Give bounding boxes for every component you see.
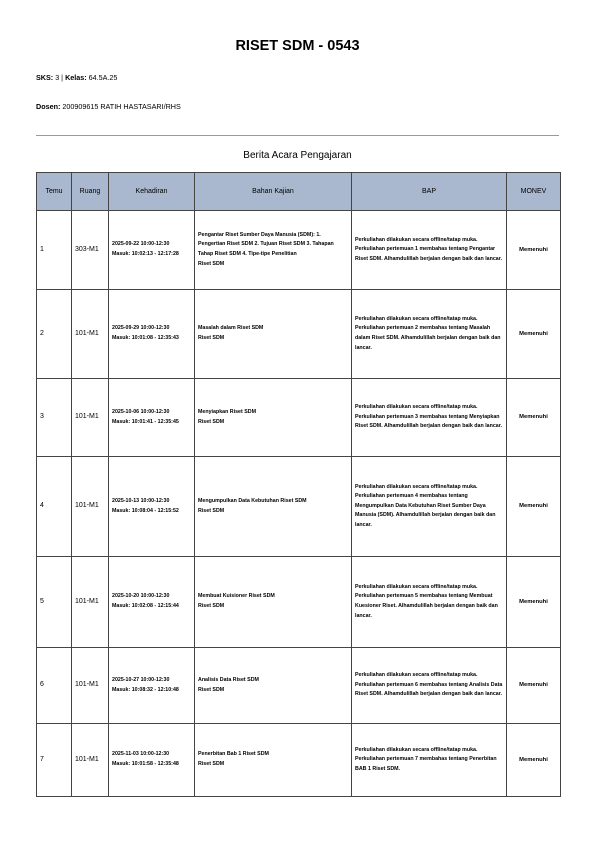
- lecturer-info: [36, 102, 181, 111]
- monev-status: Memenuhi: [519, 330, 548, 337]
- header-kehadiran: Kehadiran: [109, 173, 195, 211]
- cell-bap: [352, 724, 507, 797]
- cell-bahan-kajian: [195, 379, 352, 457]
- header-ruang: Ruang: [72, 173, 109, 211]
- cell-bap: [352, 379, 507, 457]
- cell-temu: 7: [37, 724, 72, 797]
- sks-value: 3: [55, 73, 60, 82]
- cell-bap: [352, 290, 507, 379]
- cell-ruang: 101-M1: [72, 457, 109, 557]
- dosen-label: Dosen:: [36, 102, 61, 111]
- divider: [36, 135, 559, 136]
- cell-bahan-kajian: [195, 557, 352, 648]
- kelas-label: Kelas:: [65, 73, 87, 82]
- cell-temu: 6: [37, 648, 72, 724]
- cell-bahan-kajian: [195, 724, 352, 797]
- cell-bahan-kajian: [195, 290, 352, 379]
- cell-bap: [352, 648, 507, 724]
- cell-bahan-kajian: [195, 457, 352, 557]
- cell-bap: [352, 211, 507, 290]
- schedule: 2025-10-13 10:00-12:30: [112, 497, 170, 504]
- cell-bahan-kajian: [195, 648, 352, 724]
- monev-status: Memenuhi: [519, 682, 548, 689]
- monev-status: Memenuhi: [519, 414, 548, 421]
- header-temu: Temu: [37, 173, 72, 211]
- cell-monev: [507, 379, 561, 457]
- topic: Mengumpulkan Data Kebutuhan Riset SDM: [198, 497, 307, 504]
- schedule: 2025-09-22 10:00-12:30: [112, 241, 170, 248]
- topic: Pengantar Riset Sumber Daya Manusia (SDM): 1. Pengertian Riset SDM 2. Tujuan Riset SDM 3. Tahapan Tahap Riset SDM 4. Tipe-tipe Penelitian: [198, 231, 334, 257]
- table-row: [37, 724, 561, 797]
- cell-kehadiran: [109, 457, 195, 557]
- cell-monev: [507, 724, 561, 797]
- check-in: Masuk: 10:01:08 - 12:35:43: [112, 335, 179, 341]
- topic: Masalah dalam Riset SDM: [198, 325, 264, 332]
- bap-text: Perkuliahan dilakukan secara offline/tatap muka. Perkuliahan pertemuan 2 membahas tentang Masalah dalam Riset SDM. Alhamdulillah berjalan dengan baik dan lancar.: [355, 315, 501, 351]
- check-in: Masuk: 10:08:04 - 12:15:52: [112, 507, 179, 514]
- cell-temu: 5: [37, 557, 72, 648]
- topic-sub: Riset SDM: [198, 335, 225, 341]
- cell-temu: 1: [37, 211, 72, 290]
- bap-text: Perkuliahan dilakukan secara offline/tatap muka. Perkuliahan pertemuan 4 membahas tentang Mengumpulkan Data Kebutuhan Riset Sumber Daya Manusia (SDM). Alhamdulillah berjalan dengan baik dan lancar.: [355, 483, 496, 528]
- header-bahan-kajian: Bahan Kajian: [195, 173, 352, 211]
- section-title: Berita Acara Pengajaran: [243, 150, 352, 161]
- check-in: Masuk: 10:01:58 - 12:35:48: [112, 761, 179, 767]
- header-monev: MONEV: [507, 173, 561, 211]
- schedule: 2025-09-29 10:00-12:30: [112, 325, 170, 332]
- monev-status: Memenuhi: [519, 503, 548, 510]
- monev-status: Memenuhi: [519, 756, 548, 763]
- teaching-log-table: [36, 172, 561, 797]
- table-row: [37, 211, 561, 290]
- bap-text: Perkuliahan dilakukan secara offline/tatap muka. Perkuliahan pertemuan 7 membahas tentang Penerbitan BAB 1 Riset SDM.: [355, 746, 497, 772]
- cell-ruang: 101-M1: [72, 379, 109, 457]
- schedule: 2025-11-03 10:00-12:30: [112, 751, 170, 758]
- topic: Membuat Kuisioner Riset SDM: [198, 593, 275, 600]
- cell-monev: [507, 648, 561, 724]
- bap-text: Perkuliahan dilakukan secara offline/tatap muka. Perkuliahan pertemuan 5 membahas tentang Membuat Kuesioner Riset. Alhamdulillah berjalan dengan baik dan lancar.: [355, 583, 498, 619]
- topic-sub: Riset SDM: [198, 603, 225, 609]
- sks-label: SKS:: [36, 73, 54, 82]
- table-row: [37, 379, 561, 457]
- cell-temu: 3: [37, 379, 72, 457]
- schedule: 2025-10-06 10:00-12:30: [112, 408, 170, 415]
- topic-sub: Riset SDM: [198, 686, 225, 693]
- cell-monev: [507, 557, 561, 648]
- cell-kehadiran: [109, 557, 195, 648]
- bap-text: Perkuliahan dilakukan secara offline/tatap muka. Perkuliahan pertemuan 3 membahas tentang Menyiapkan Riset SDM. Alhamdulillah berjalan dengan baik dan lancar.: [355, 404, 502, 430]
- cell-kehadiran: [109, 379, 195, 457]
- topic: Penerbitan Bab 1 Riset SDM: [198, 751, 269, 758]
- check-in: Masuk: 10:02:08 - 12:15:44: [112, 603, 179, 609]
- bap-text: Perkuliahan dilakukan secara offline/tatap muka. Perkuliahan pertemuan 1 membahas tentang Pengantar Riset SDM. Alhamdulillah berjalan dengan baik dan lancar.: [355, 236, 502, 262]
- check-in: Masuk: 10:01:41 - 12:35:45: [112, 418, 179, 425]
- course-info: SKS: 3 | Kelas: 64.5A.25: [36, 73, 118, 82]
- check-in: Masuk: 10:02:13 - 12:17:28: [112, 251, 179, 257]
- cell-monev: [507, 457, 561, 557]
- table-row: [37, 557, 561, 648]
- topic-sub: Riset SDM: [198, 761, 225, 767]
- check-in: Masuk: 10:08:32 - 12:10:48: [112, 686, 179, 693]
- cell-temu: 2: [37, 290, 72, 379]
- schedule: 2025-10-27 10:00-12:30: [112, 676, 170, 683]
- header-bap: BAP: [352, 173, 507, 211]
- table-header-row: [37, 173, 561, 211]
- cell-ruang: 101-M1: [72, 557, 109, 648]
- table-row: [37, 290, 561, 379]
- cell-ruang: 101-M1: [72, 648, 109, 724]
- cell-ruang: 101-M1: [72, 290, 109, 379]
- topic-sub: Riset SDM: [198, 507, 225, 514]
- topic-sub: Riset SDM: [198, 418, 225, 425]
- table-row: [37, 457, 561, 557]
- cell-bahan-kajian: [195, 211, 352, 290]
- schedule: 2025-10-20 10:00-12:30: [112, 593, 170, 600]
- topic-sub: Riset SDM: [198, 260, 225, 267]
- monev-status: Memenuhi: [519, 246, 548, 253]
- kelas-value: 64.5A.25: [88, 73, 118, 82]
- topic: Analisis Data Riset SDM: [198, 676, 259, 683]
- cell-kehadiran: [109, 290, 195, 379]
- cell-kehadiran: [109, 648, 195, 724]
- cell-ruang: 303-M1: [72, 211, 109, 290]
- table-row: [37, 648, 561, 724]
- cell-bap: [352, 457, 507, 557]
- cell-kehadiran: [109, 724, 195, 797]
- cell-bap: [352, 557, 507, 648]
- cell-temu: 4: [37, 457, 72, 557]
- cell-ruang: 101-M1: [72, 724, 109, 797]
- bap-text: Perkuliahan dilakukan secara offline/tatap muka. Perkuliahan pertemuan 6 membahas tentang Analisis Data Riset SDM. Alhamdulillah berjalan dengan baik dan lancar.: [355, 672, 503, 698]
- cell-monev: [507, 290, 561, 379]
- monev-status: Memenuhi: [519, 598, 548, 605]
- cell-monev: [507, 211, 561, 290]
- cell-kehadiran: [109, 211, 195, 290]
- topic: Menyiapkan Riset SDM: [198, 408, 256, 415]
- document-title: RISET SDM - 0543: [235, 38, 360, 54]
- dosen-value: 200909615 RATIH HASTASARI/RHS: [62, 102, 181, 111]
